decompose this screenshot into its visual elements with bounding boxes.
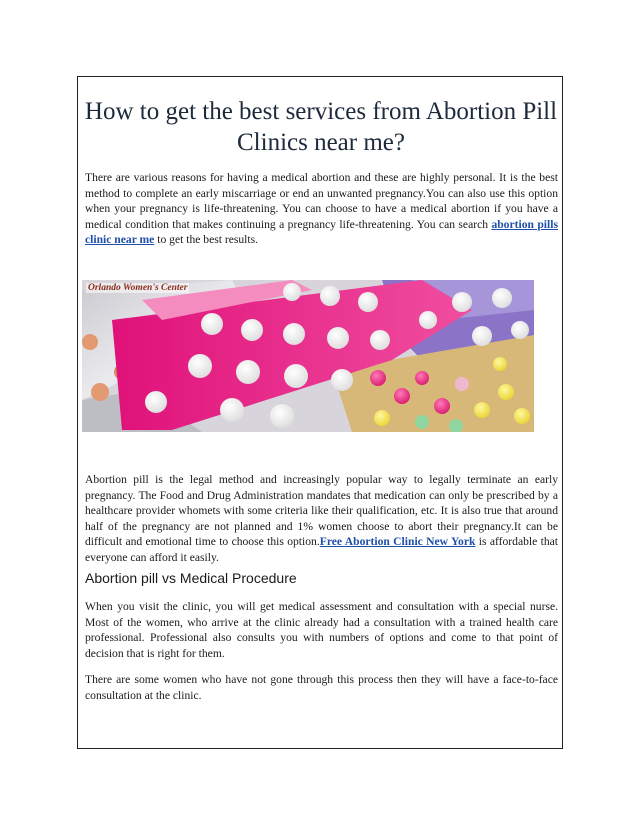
abortion-pill-paragraph xyxy=(85,472,558,566)
intro-text-end: to get the best results. xyxy=(154,233,259,247)
pills-illustration xyxy=(82,280,534,432)
clinic-logo: Orlando Women's Center xyxy=(88,283,188,293)
abortion-pill-text: Abortion pill is the legal method and increasingly popular way to legally terminate an early pregnancy. The Food and Drug Administration mandates that medication can only be prescribed by a healthcare provider whomets with some criteria like their qualification, etc. It is also true that around half of the pregnancy are not planned and 1% women choose to abort their pregnancy.It can be difficult and emotional time to choose this option. xyxy=(85,473,558,549)
free-abortion-clinic-link[interactable]: Free Abortion Clinic New York xyxy=(319,535,476,549)
pills-photo xyxy=(82,280,534,432)
intro-text: There are various reasons for having a medical abortion and these are highly personal. It is the best method to complete an early miscarriage or end an unwanted pregnancy.You can also use this option when your pregnancy is life-threatening. You can choose to have a medical abortion if you have a medical condition that makes continuing a pregnancy life-threatening. You can search xyxy=(85,171,558,231)
abortion-pills-clinic-link[interactable]: abortion pills clinic near me xyxy=(85,217,558,247)
page-title: How to get the best services from Abortion Pill Clinics near me? xyxy=(84,98,558,156)
clinic-visit-paragraph: When you visit the clinic, you will get medical assessment and consultation with a special nurse. Most of the women, who arrive at the clinic already had a consultation with a trained health care professional. Professional also consults you with numbers of options and come to that point of decision that is right for them. xyxy=(85,600,558,660)
consultation-paragraph: There are some women who have not gone through this process then they will have a face-to-face consultation at the clinic. xyxy=(85,673,558,702)
section-heading: Abortion pill vs Medical Procedure xyxy=(85,570,297,586)
abortion-pill-text-end: is affordable that everyone can afford it easily. xyxy=(85,535,558,564)
intro-paragraph xyxy=(85,170,558,248)
